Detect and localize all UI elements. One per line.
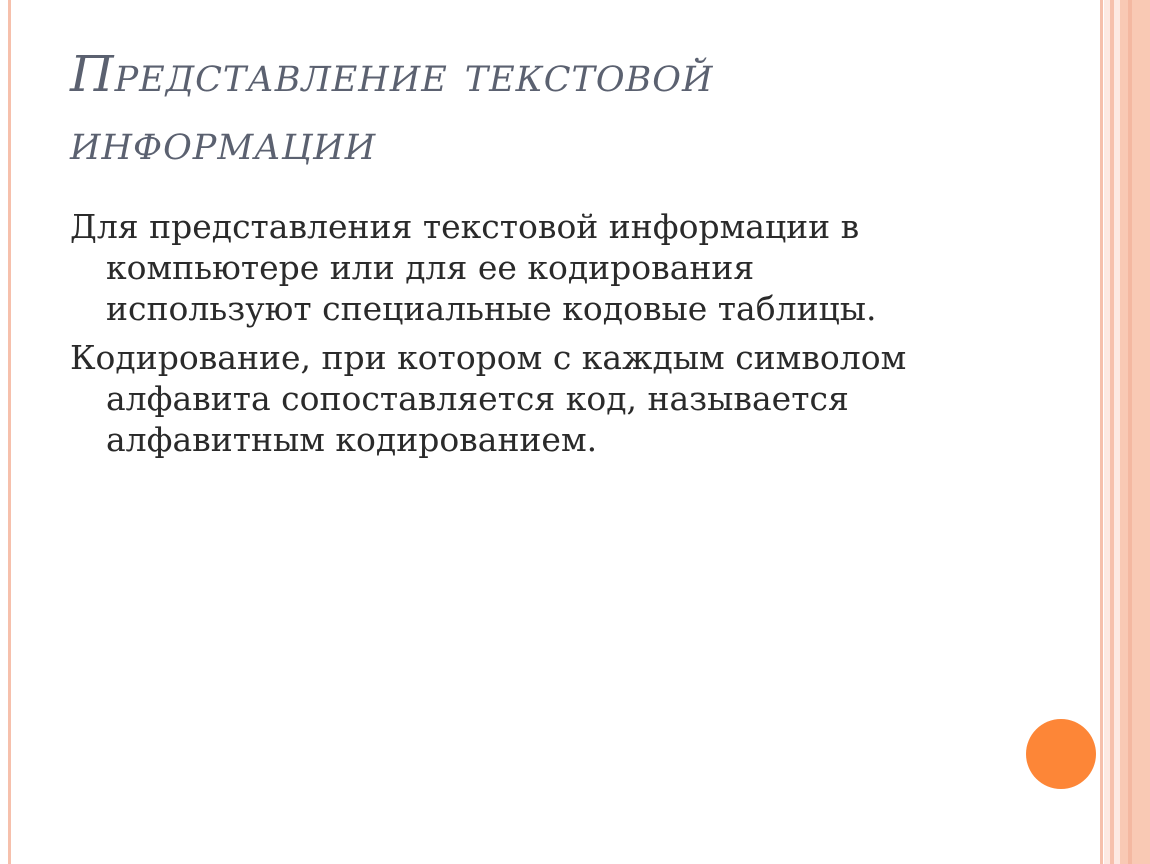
- slide-title: [70, 40, 1030, 176]
- title-line: информации: [70, 113, 377, 171]
- decorative-orange-circle: [1026, 719, 1096, 789]
- paragraph-line: Для представления текстовой информации в: [70, 207, 860, 246]
- left-frame-stripe: [8, 0, 11, 864]
- stripe: [1100, 0, 1103, 864]
- paragraph-line: алфавитным кодированием.: [106, 420, 598, 459]
- paragraph-text-representation: [70, 206, 1030, 329]
- stripe: [1128, 0, 1132, 864]
- paragraph-alphabetic-coding: [70, 337, 1030, 460]
- paragraph-line: компьютере или для ее кодирования: [106, 248, 755, 287]
- paragraph-line: алфавита сопоставляется код, называется: [106, 379, 849, 418]
- paragraph-line: Кодирование, при котором с каждым символом: [70, 338, 907, 377]
- paragraph-line: используют специальные кодовые таблицы.: [106, 289, 877, 328]
- stripe: [1120, 0, 1150, 864]
- title-line: Представление текстовой: [70, 45, 714, 103]
- slide-body: [70, 206, 1030, 468]
